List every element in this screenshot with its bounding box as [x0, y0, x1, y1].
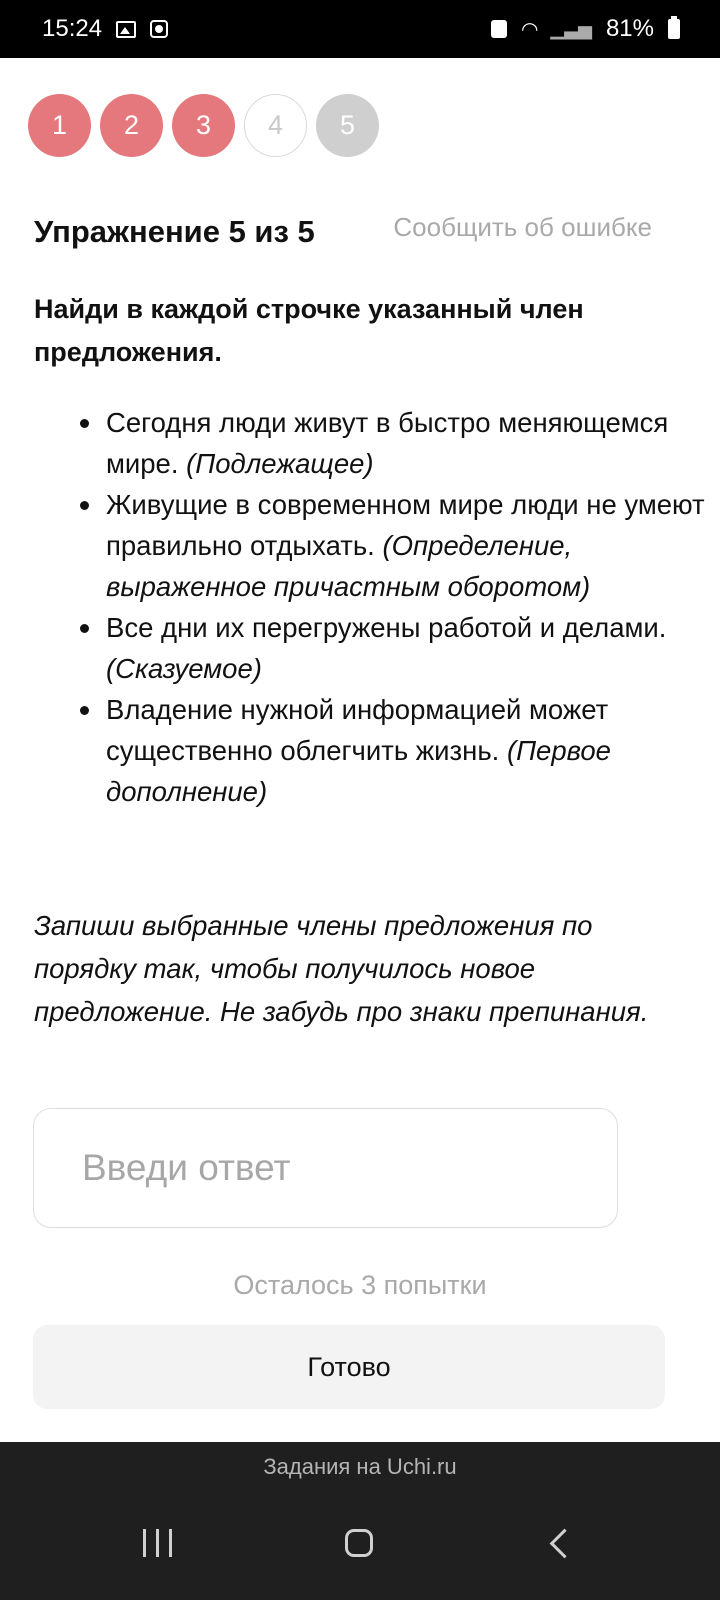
report-error-link[interactable]: Сообщить об ошибке: [393, 212, 652, 242]
wifi-icon: ◠: [520, 18, 537, 41]
system-nav-bar: [0, 1490, 720, 1600]
status-bar: [0, 0, 720, 58]
back-button[interactable]: [530, 1518, 590, 1568]
sentence-hint: (Первое дополнение): [106, 735, 611, 807]
progress-step-3[interactable]: 3: [172, 94, 235, 157]
home-icon: [345, 1529, 373, 1557]
sentence-text: Сегодня люди живут в быстро меняющемся мире.: [106, 407, 669, 479]
list-item: [106, 607, 706, 689]
gallery-icon: [116, 21, 136, 38]
progress-step-5[interactable]: 5: [316, 94, 379, 157]
lock-icon: [491, 20, 507, 38]
list-item: [106, 484, 706, 607]
back-icon: [549, 1528, 579, 1558]
recent-apps-icon: [169, 1529, 172, 1557]
battery-icon: [668, 19, 680, 39]
status-right: [491, 15, 680, 43]
progress-step-1[interactable]: 1: [28, 94, 91, 157]
answer-field[interactable]: [33, 1108, 618, 1228]
list-item: [106, 689, 706, 812]
answer-input[interactable]: [80, 1146, 617, 1190]
recent-apps-icon: [156, 1529, 159, 1557]
sentence-text: Все дни их перегружены работой и делами.: [106, 612, 667, 643]
status-time: 15:24: [42, 15, 103, 42]
attempts-remaining: Осталось 3 попытки: [233, 1270, 487, 1300]
progress-step-2[interactable]: 2: [100, 94, 163, 157]
recent-apps-icon: [143, 1529, 146, 1557]
list-item: [106, 402, 706, 484]
home-button[interactable]: [329, 1518, 389, 1568]
footer-label: Задания на Uchi.ru: [263, 1454, 457, 1479]
instruction-text: Запиши выбранные члены предложения по порядку так, чтобы получилось новое предложение. Не забудь про знаки препинания.: [34, 910, 649, 1027]
submit-button[interactable]: Готово: [33, 1325, 665, 1409]
sentence-text: Владение нужной информацией может существенно облегчить жизнь.: [106, 694, 609, 766]
sentence-text: Живущие в современном мире люди не умеют правильно отдыхать.: [106, 489, 705, 561]
recent-apps-button[interactable]: [127, 1518, 187, 1568]
battery-percent: 81%: [605, 15, 654, 42]
sentence-hint: (Определение, выраженное причастным оборотом): [106, 530, 591, 602]
sentence-list: [76, 402, 706, 812]
footer: [0, 1442, 720, 1600]
signal-icon: ▁▃▅: [550, 18, 592, 39]
status-left: [42, 15, 168, 43]
exercise-title: Упражнение 5 из 5: [34, 214, 315, 249]
task-text: Найди в каждой строчке указанный член предложения.: [34, 294, 584, 367]
sentence-hint: (Сказуемое): [106, 653, 262, 684]
screenshot-icon: [150, 20, 168, 38]
sentence-hint: (Подлежащее): [186, 448, 374, 479]
progress-step-4[interactable]: 4: [244, 94, 307, 157]
exercise-progress: [28, 94, 379, 157]
